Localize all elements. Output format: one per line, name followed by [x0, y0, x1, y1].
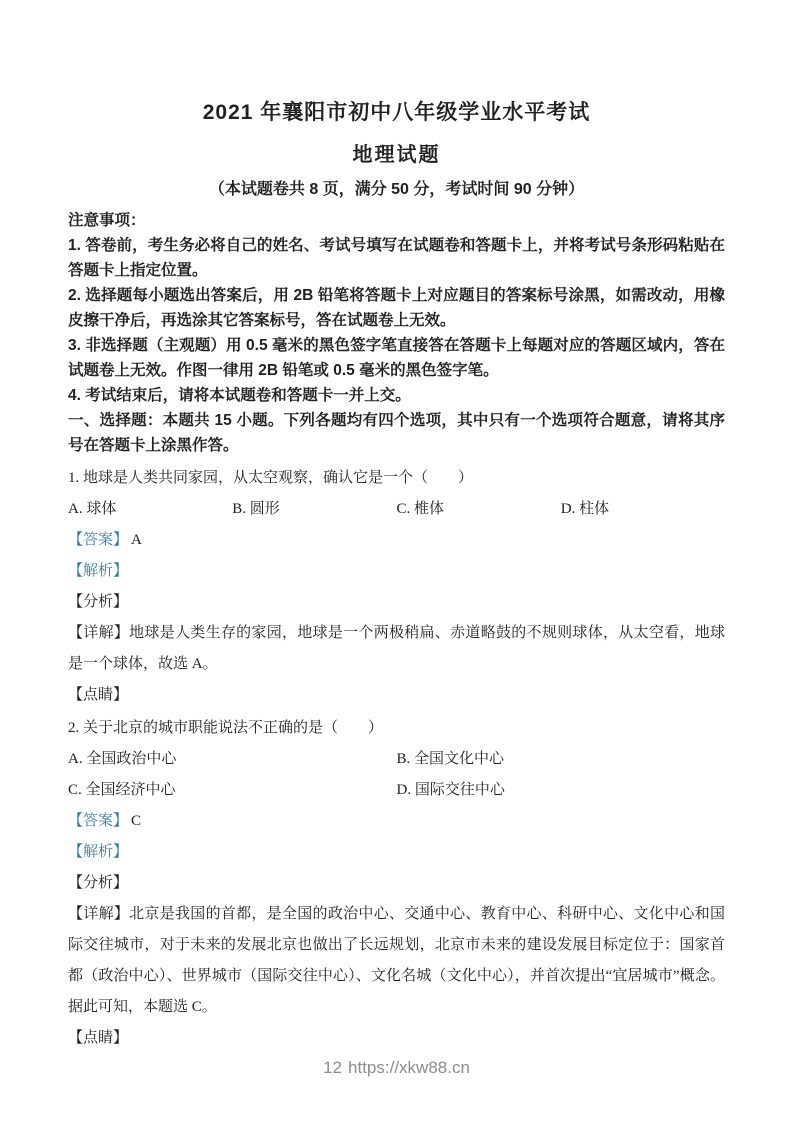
- footer-url: https://xkw88.cn: [348, 1057, 470, 1077]
- exam-meta: （本试题卷共 8 页，满分 50 分，考试时间 90 分钟）: [208, 181, 585, 199]
- question-options: [68, 494, 725, 525]
- notice-heading: 注意事项：: [68, 211, 146, 229]
- question-2: [68, 713, 725, 1054]
- answer-value: C: [131, 812, 142, 829]
- question-options: [68, 744, 725, 806]
- page-title: 2021 年襄阳市初中八年级学业水平考试: [202, 101, 591, 124]
- question-stem: 1. 地球是人类共同家园，从太空观察，确认它是一个（ ）: [68, 469, 474, 486]
- option-c: C. 椎体: [396, 500, 445, 517]
- section-heading: 一、选择题：本题共 15 小题。下列各题均有四个选项，其中只有一个选项符合题意，请将其序号在答题卡上涂黑作答。: [68, 411, 725, 454]
- tip-label: 【点睛】: [68, 686, 129, 703]
- option-b: B. 圆形: [232, 500, 280, 517]
- option-d: D. 国际交往中心: [396, 781, 505, 798]
- detail-line: [68, 899, 725, 1023]
- option-b: B. 全国文化中心: [396, 750, 505, 767]
- question-stem: 2. 关于北京的城市职能说法不正确的是（ ）: [68, 719, 384, 736]
- notice-item-1: 1. 答卷前，考生务必将自己的姓名、考试号填写在试题卷和答题卡上，并将考试号条形码粘贴在答题卡上指定位置。: [68, 236, 725, 279]
- analysis-label: 【分析】: [68, 874, 129, 891]
- page-subtitle: 地理试题: [352, 144, 441, 167]
- notice-item-3: 3. 非选择题（主观题）用 0.5 毫米的黑色签字笔直接答在答题卡上每题对应的答题区域内，答在试题卷上无效。作图一律用 2B 铅笔或 0.5 毫米的黑色签字笔。: [68, 336, 725, 379]
- option-c: C. 全国经济中心: [68, 781, 176, 798]
- detail-line: [68, 618, 725, 680]
- tip-label: 【点睛】: [68, 1029, 129, 1046]
- question-1: [68, 463, 725, 711]
- notice-item-4: 4. 考试结束后，请将本试题卷和答题卡一并上交。: [68, 386, 411, 404]
- answer-line: [68, 525, 725, 556]
- explain-label: 【解析】: [68, 843, 129, 860]
- page-number: 12: [323, 1057, 343, 1077]
- analysis-label: 【分析】: [68, 593, 129, 610]
- questions-area: [68, 463, 725, 1054]
- detail-label: 【详解】: [68, 624, 130, 641]
- answer-label: 【答案】: [68, 531, 129, 548]
- option-d: D. 柱体: [560, 500, 610, 517]
- option-a: A. 球体: [68, 500, 117, 517]
- page-footer: [0, 1058, 793, 1078]
- answer-value: A: [131, 531, 142, 548]
- answer-line: [68, 806, 725, 837]
- detail-label: 【详解】: [68, 905, 130, 922]
- answer-label: 【答案】: [68, 812, 129, 829]
- detail-text: 北京是我国的首都，是全国的政治中心、交通中心、教育中心、科研中心、文化中心和国际交往城市，对于未来的发展北京也做出了长远规划，北京市未来的建设发展目标定位于：国家首都（政治中心）、世界城市（国际交往中心）、文化名城（文化中心），并首次提出“宜居城市”概念。据此可知，本题选 C。: [68, 905, 725, 1015]
- notice-item-2: 2. 选择题每小题选出答案后，用 2B 铅笔将答题卡上对应题目的答案标号涂黑，如需改动，用橡皮擦干净后，再选涂其它答案标号，答在试题卷上无效。: [68, 286, 725, 329]
- detail-text: 地球是人类生存的家园，地球是一个两极稍扁、赤道略鼓的不规则球体，从太空看，地球是一个球体，故选 A。: [68, 624, 725, 672]
- notice-section: [68, 208, 725, 408]
- option-a: A. 全国政治中心: [68, 750, 177, 767]
- explain-label: 【解析】: [68, 562, 129, 579]
